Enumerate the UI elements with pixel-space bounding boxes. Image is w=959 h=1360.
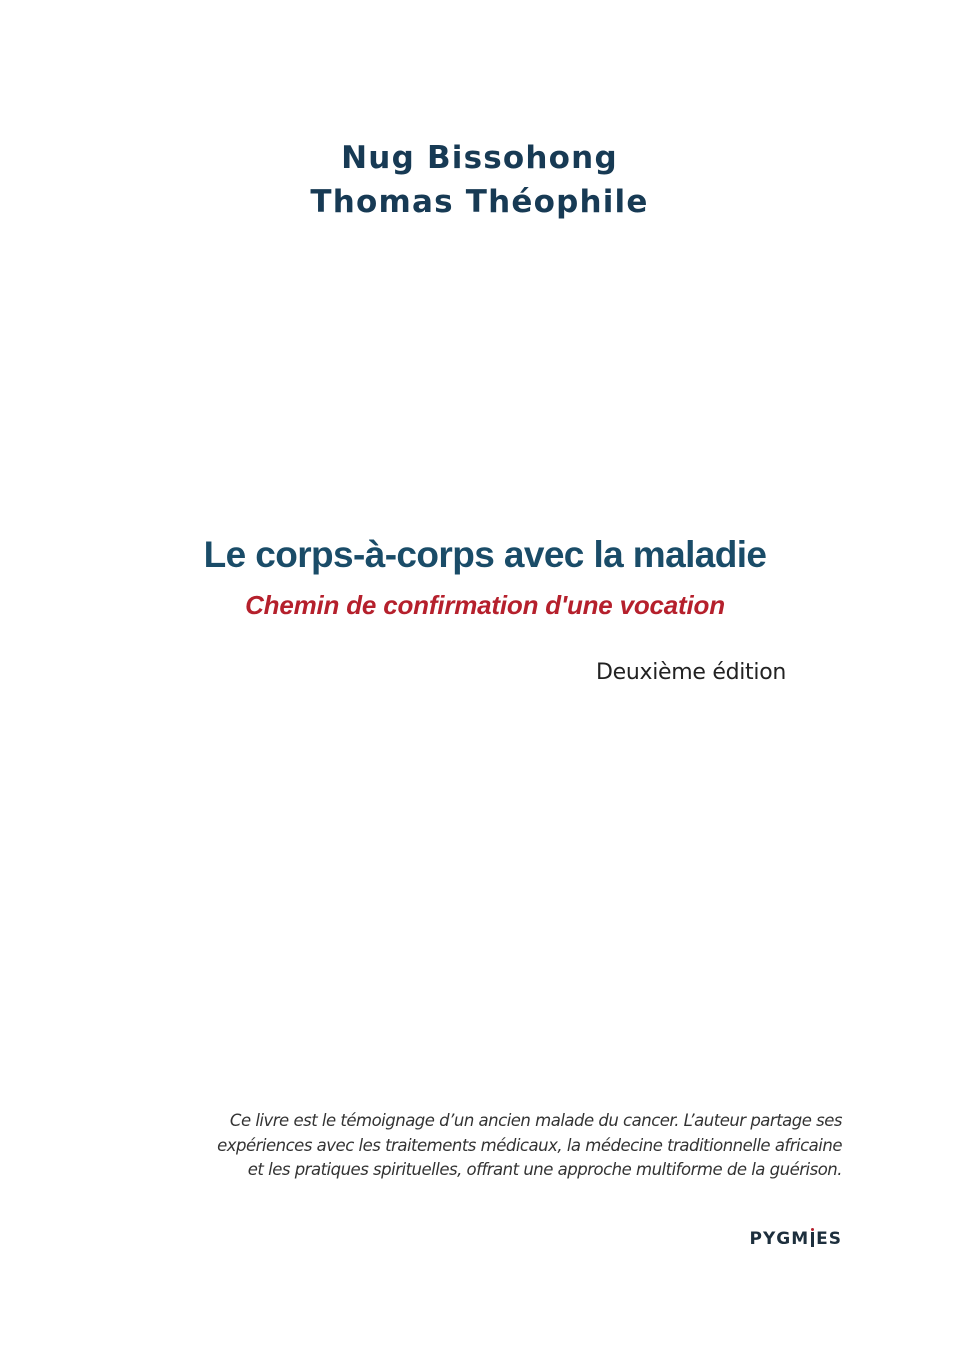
publisher-logo-prefix: PYGM bbox=[749, 1229, 810, 1249]
book-subtitle: Chemin de confirmation d'une vocation bbox=[245, 590, 725, 620]
edition-label: Deuxième édition bbox=[596, 660, 786, 685]
author-name: Thomas Théophile bbox=[310, 184, 649, 220]
blurb-line: expériences avec les traitements médicaux, la médecine traditionnelle africaine bbox=[217, 1135, 842, 1155]
publisher-logo bbox=[750, 1229, 843, 1249]
authors-block bbox=[0, 136, 959, 224]
publisher-logo-suffix: ES bbox=[816, 1229, 842, 1249]
pygmies-logo-icon bbox=[811, 1232, 814, 1247]
book-title: Le corps-à-corps avec la maladie bbox=[203, 534, 767, 575]
back-blurb bbox=[122, 1109, 842, 1183]
blurb-line: et les pratiques spirituelles, offrant une approche multiforme de la guérison. bbox=[247, 1160, 842, 1179]
blurb-line: Ce livre est le témoignage d’un ancien malade du cancer. L’auteur partage ses bbox=[229, 1111, 842, 1130]
author-name: Nug Bissohong bbox=[341, 140, 618, 176]
